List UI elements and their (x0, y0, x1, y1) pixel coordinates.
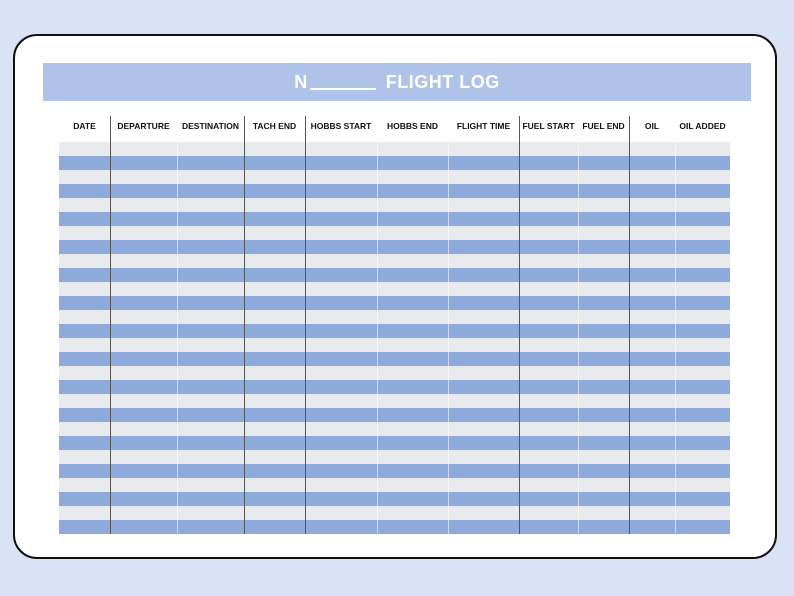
column-divider (305, 116, 306, 534)
column-divider (177, 142, 178, 534)
column-divider (675, 142, 676, 534)
column-divider (377, 142, 378, 534)
column-divider (448, 142, 449, 534)
column-divider (519, 116, 520, 534)
column-header-tach-end: TACH END (252, 121, 297, 131)
title-banner (43, 63, 751, 101)
column-divider (110, 116, 111, 534)
column-header-oil-added: OIL ADDED (679, 121, 726, 131)
title-tail-number-prefix: N (294, 71, 308, 92)
column-divider (578, 142, 579, 534)
column-header-departure: DEPARTURE (117, 121, 170, 131)
tail-number-blank-line (310, 74, 376, 90)
flight-log-table (59, 110, 730, 142)
column-header-fuel-end: FUEL END (582, 121, 625, 131)
column-header-hobbs-end: HOBBS END (386, 121, 438, 131)
column-divider (244, 116, 245, 534)
column-header-fuel-start: FUEL START (522, 121, 575, 131)
page-title: FLIGHT LOG (385, 71, 500, 92)
column-header-flight-time: FLIGHT TIME (456, 121, 511, 131)
column-header-date: DATE (73, 121, 96, 131)
column-header-oil: OIL (644, 121, 660, 131)
column-header-destination: DESTINATION (182, 121, 239, 131)
column-divider (629, 116, 630, 534)
column-header-hobbs-start: HOBBS START (310, 121, 372, 131)
